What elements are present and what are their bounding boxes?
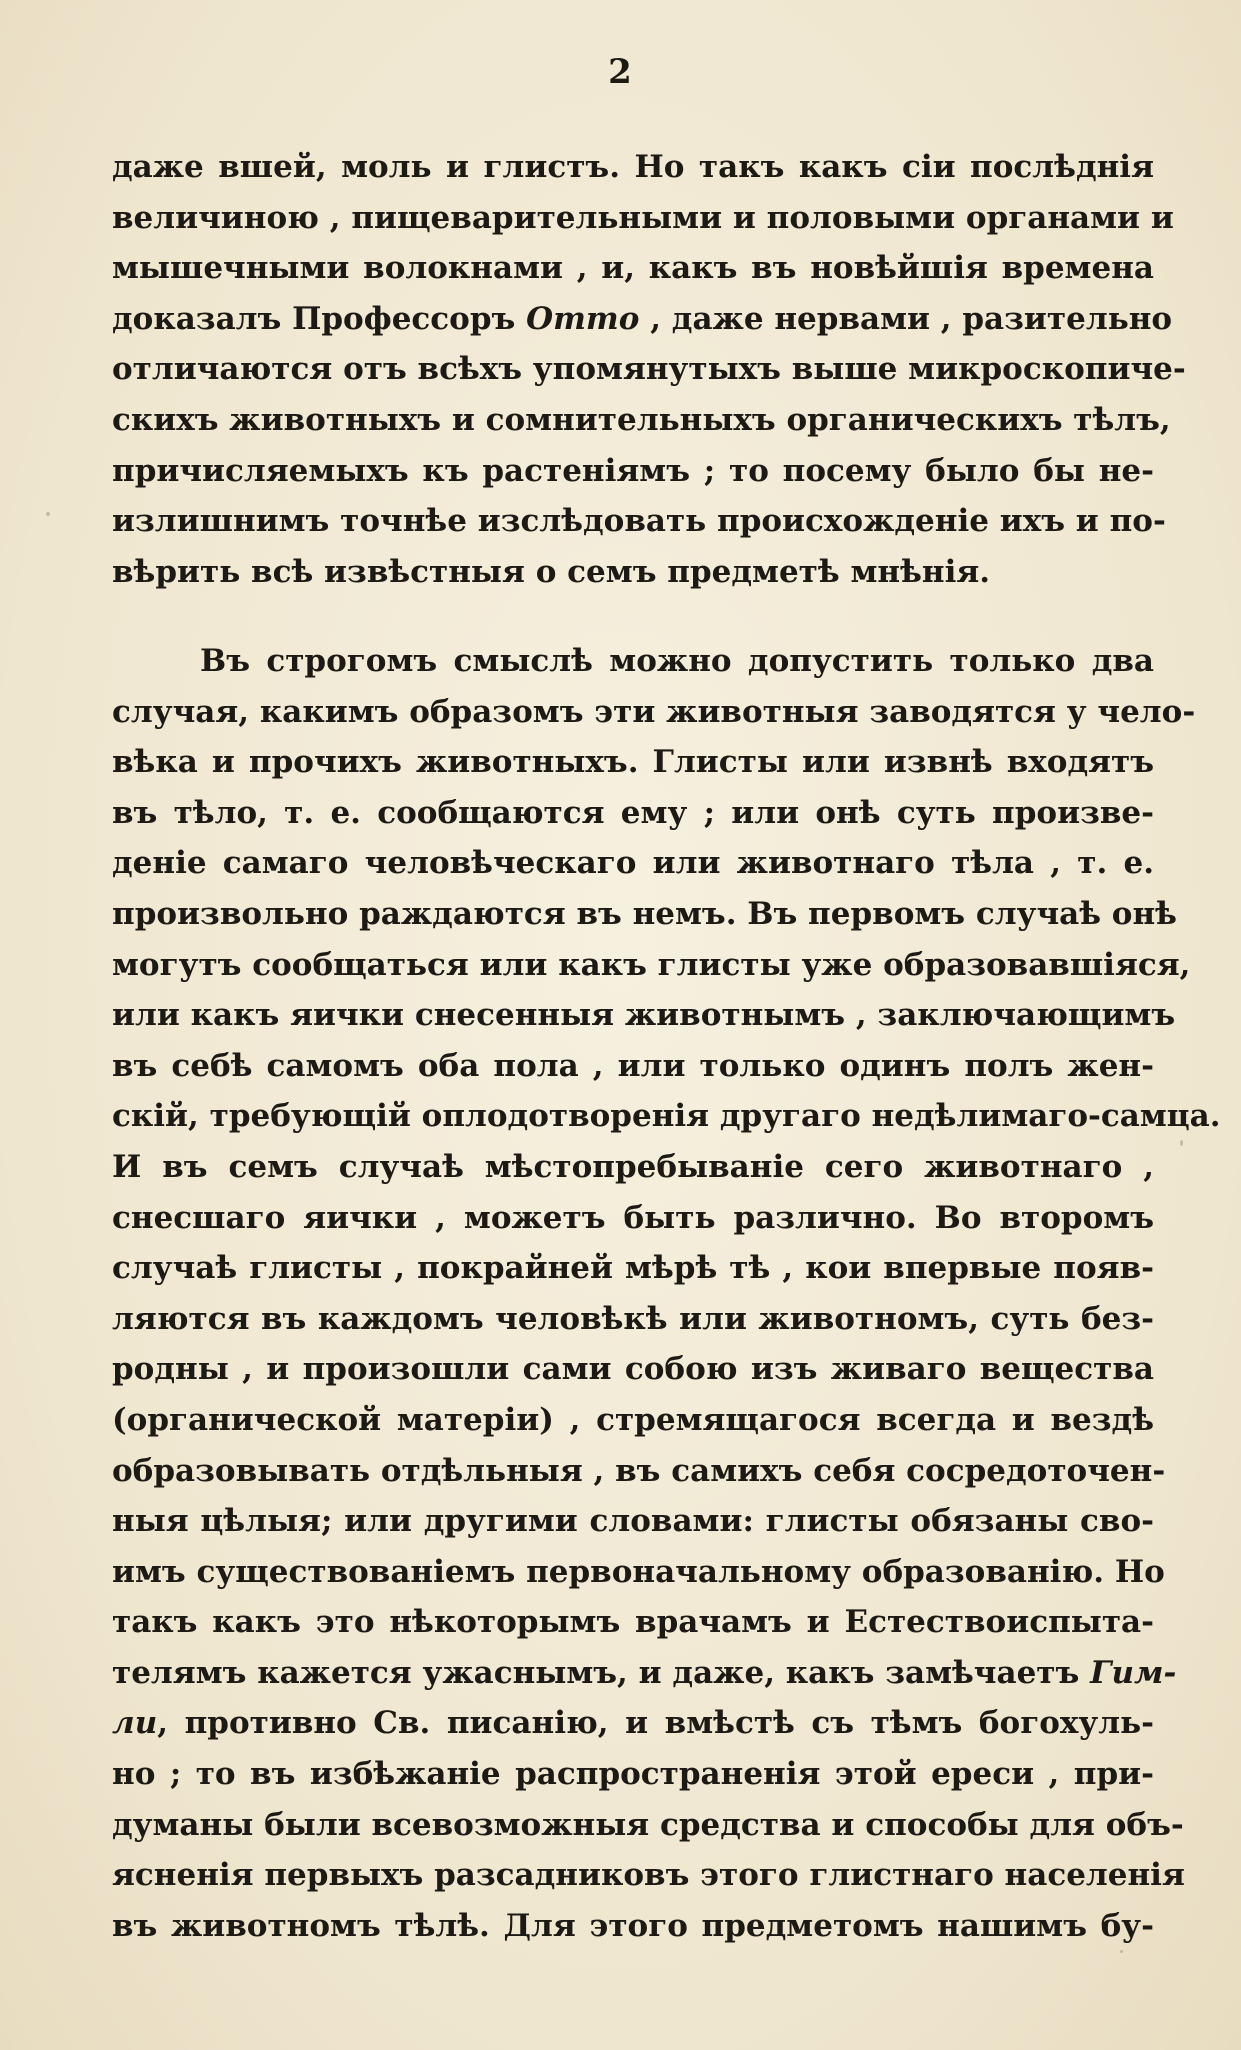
text-line: или какъ яички снесенныя животнымъ , заключающимъ (112, 997, 1176, 1034)
text-line: случая, какимъ образомъ эти животныя заводятся у чело- (112, 693, 1196, 730)
text-line: въ себѣ самомъ оба пола , или только одинъ полъ жен- (112, 1047, 1154, 1084)
text-line: родны , и произошли сами собою изъ живаго вещества (112, 1351, 1154, 1388)
text-line: вѣка и прочихъ животныхъ. Глисты или извнѣ входятъ (112, 744, 1154, 781)
text-line: такъ какъ это нѣкоторымъ врачамъ и Естествоиспыта- (112, 1604, 1154, 1641)
text-line: (органической матеріи) , стремящагося всегда и вездѣ (112, 1401, 1154, 1438)
text-line: могутъ сообщаться или какъ глисты уже образовавшіяся, (112, 946, 1191, 983)
text-line: ныя цѣлыя; или другими словами: глисты обязаны сво- (112, 1503, 1154, 1540)
text-line: деніе самаго человѣческаго или животнаго тѣла , т. е. (112, 845, 1154, 882)
text-line: въ животномъ тѣлѣ. Для этого предметомъ нашимъ бу- (112, 1907, 1154, 1944)
text-line: имъ существованіемъ первоначальному образованію. Но (112, 1553, 1165, 1590)
text-line: снесшаго яички , можетъ быть различно. Во второмъ (112, 1199, 1154, 1236)
text-line: думаны были всевозможныя средства и способы для объ- (112, 1806, 1184, 1843)
text-line: величиною , пищеварительными и половыми органами и (112, 199, 1174, 236)
page-number: 2 (608, 52, 633, 92)
text-line: скихъ животныхъ и сомнительныхъ органическихъ тѣлъ, (112, 401, 1171, 438)
paragraph-2 (112, 636, 1221, 1951)
text-line: ясненія первыхъ разсадниковъ этого глистнаго населенія (112, 1857, 1185, 1894)
text-line: ляются въ каждомъ человѣкѣ или животномъ, суть без- (112, 1300, 1154, 1337)
text-line: произвольно раждаются въ немъ. Въ первомъ случаѣ онѣ (112, 895, 1177, 932)
text-line: причисляемыхъ къ растеніямъ ; то посему было бы не- (112, 452, 1154, 489)
text-line: И въ семъ случаѣ мѣстопребываніе сего животнаго , (112, 1148, 1154, 1185)
text-line: образовывать отдѣльныя , въ самихъ себя сосредоточен- (112, 1452, 1166, 1489)
text-line: излишнимъ точнѣе изслѣдовать происхожденіе ихъ и по- (112, 503, 1166, 540)
text-line: мышечными волокнами , и, какъ въ новѣйшія времена (112, 250, 1154, 287)
text-line: даже вшей, моль и глистъ. Но такъ какъ сіи послѣднія (112, 149, 1154, 185)
text-line: Въ строгомъ смыслѣ можно допустить только два (200, 643, 1154, 679)
text-line: въ тѣло, т. е. сообщаются ему ; или онѣ суть произве- (112, 794, 1154, 831)
text-line: но ; то въ избѣжаніе распространенія этой ереси , при- (112, 1756, 1154, 1793)
text-line: телямъ кажется ужаснымъ, и даже, какъ замѣчаетъ Гим- (112, 1654, 1177, 1691)
text-line: ли, противно Св. писанію, и вмѣстѣ съ тѣмъ богохуль- (112, 1705, 1154, 1742)
text-line: вѣрить всѣ извѣстныя о семъ предметѣ мнѣнія. (112, 553, 991, 590)
text-line: случаѣ глисты , покрайней мѣрѣ тѣ , кои впервые появ- (112, 1250, 1154, 1287)
paragraph-1 (112, 142, 1186, 597)
text-line: доказалъ Профессоръ Отто , даже нервами , разительно (112, 300, 1173, 337)
text-line: скій, требующій оплодотворенія другаго недѣлимаго-самца. (112, 1098, 1221, 1135)
text-line: отличаются отъ всѣхъ упомянутыхъ выше микроскопиче- (112, 351, 1186, 388)
